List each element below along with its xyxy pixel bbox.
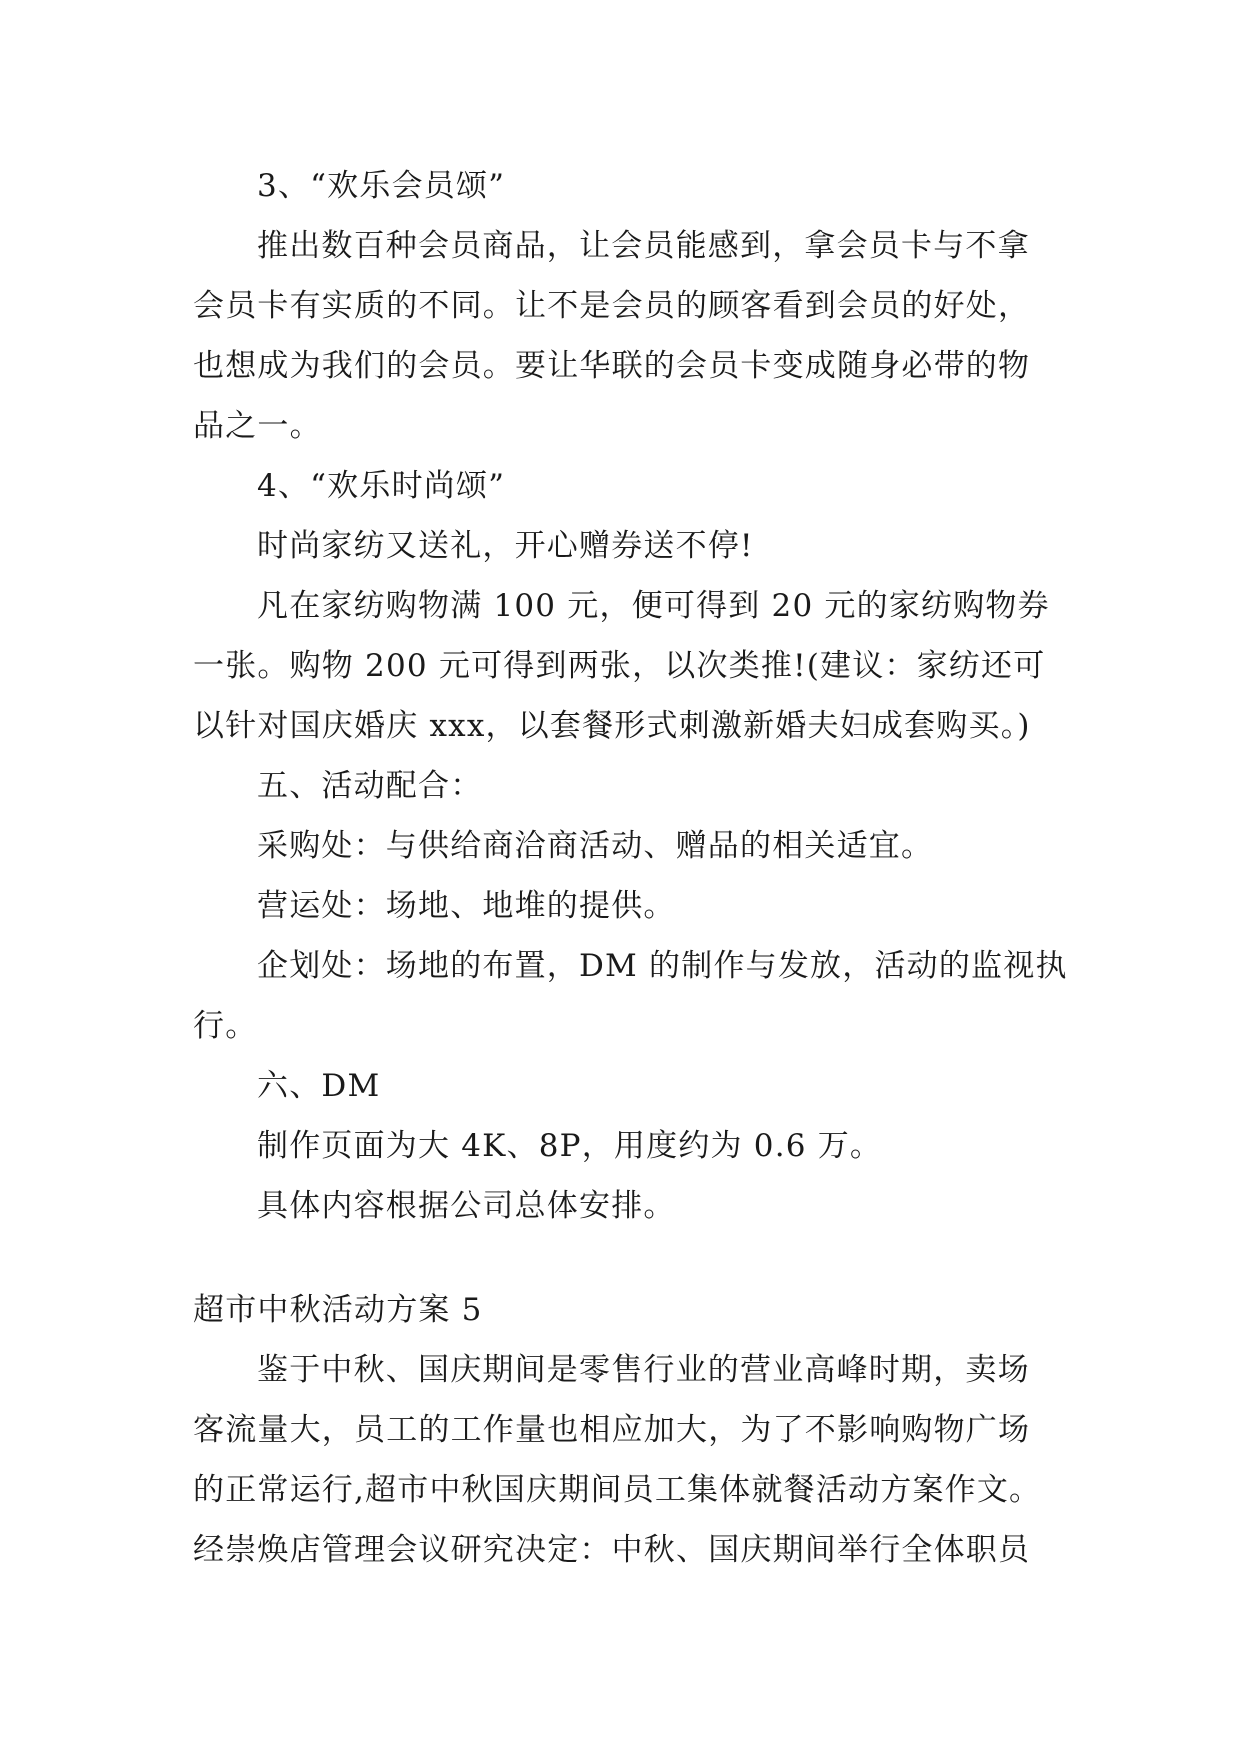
paragraph-line: 会员卡有实质的不同。让不是会员的顾客看到会员的好处， (193, 288, 1031, 324)
heading-happy-member: 3、“欢乐会员颂” (257, 168, 506, 204)
paragraph-line: 以针对国庆婚庆 xxx，以套餐形式刺激新婚夫妇成套购买。) (193, 708, 1031, 744)
heading-activity-coordination: 五、活动配合： (257, 768, 483, 804)
paragraph-line: 营运处：场地、地堆的提供。 (257, 888, 676, 924)
paragraph-line: 制作页面为大 4K、8P，用度约为 0.6 万。 (257, 1128, 883, 1164)
paragraph-line: 品之一。 (193, 408, 322, 444)
paragraph-line: 推出数百种会员商品，让会员能感到，拿会员卡与不拿 (257, 228, 1030, 264)
paragraph-line: 具体内容根据公司总体安排。 (257, 1188, 676, 1224)
paragraph-line: 经崇焕店管理会议研究决定：中秋、国庆期间举行全体职员 (193, 1532, 1031, 1568)
paragraph-line: 凡在家纺购物满 100 元，便可得到 20 元的家纺购物券 (257, 588, 1050, 624)
paragraph-line: 一张。购物 200 元可得到两张，以次类推!(建议：家纺还可 (193, 648, 1046, 684)
paragraph-line: 时尚家纺又送礼，开心赠券送不停! (257, 528, 754, 564)
paragraph-line: 也想成为我们的会员。要让华联的会员卡变成随身必带的物 (193, 348, 1031, 384)
paragraph-line: 采购处：与供给商洽商活动、赠品的相关适宜。 (257, 828, 934, 864)
paragraph-line: 企划处：场地的布置，DM 的制作与发放，活动的监视执 (257, 948, 1068, 984)
heading-happy-fashion: 4、“欢乐时尚颂” (257, 468, 506, 504)
section-title: 超市中秋活动方案 5 (193, 1292, 483, 1328)
paragraph-line: 客流量大，员工的工作量也相应加大，为了不影响购物广场 (193, 1412, 1031, 1448)
heading-dm: 六、DM (257, 1068, 381, 1104)
paragraph-line: 的正常运行,超市中秋国庆期间员工集体就餐活动方案作文。 (193, 1472, 1042, 1508)
paragraph-line: 鉴于中秋、国庆期间是零售行业的营业高峰时期，卖场 (257, 1352, 1030, 1388)
paragraph-line: 行。 (193, 1008, 258, 1044)
